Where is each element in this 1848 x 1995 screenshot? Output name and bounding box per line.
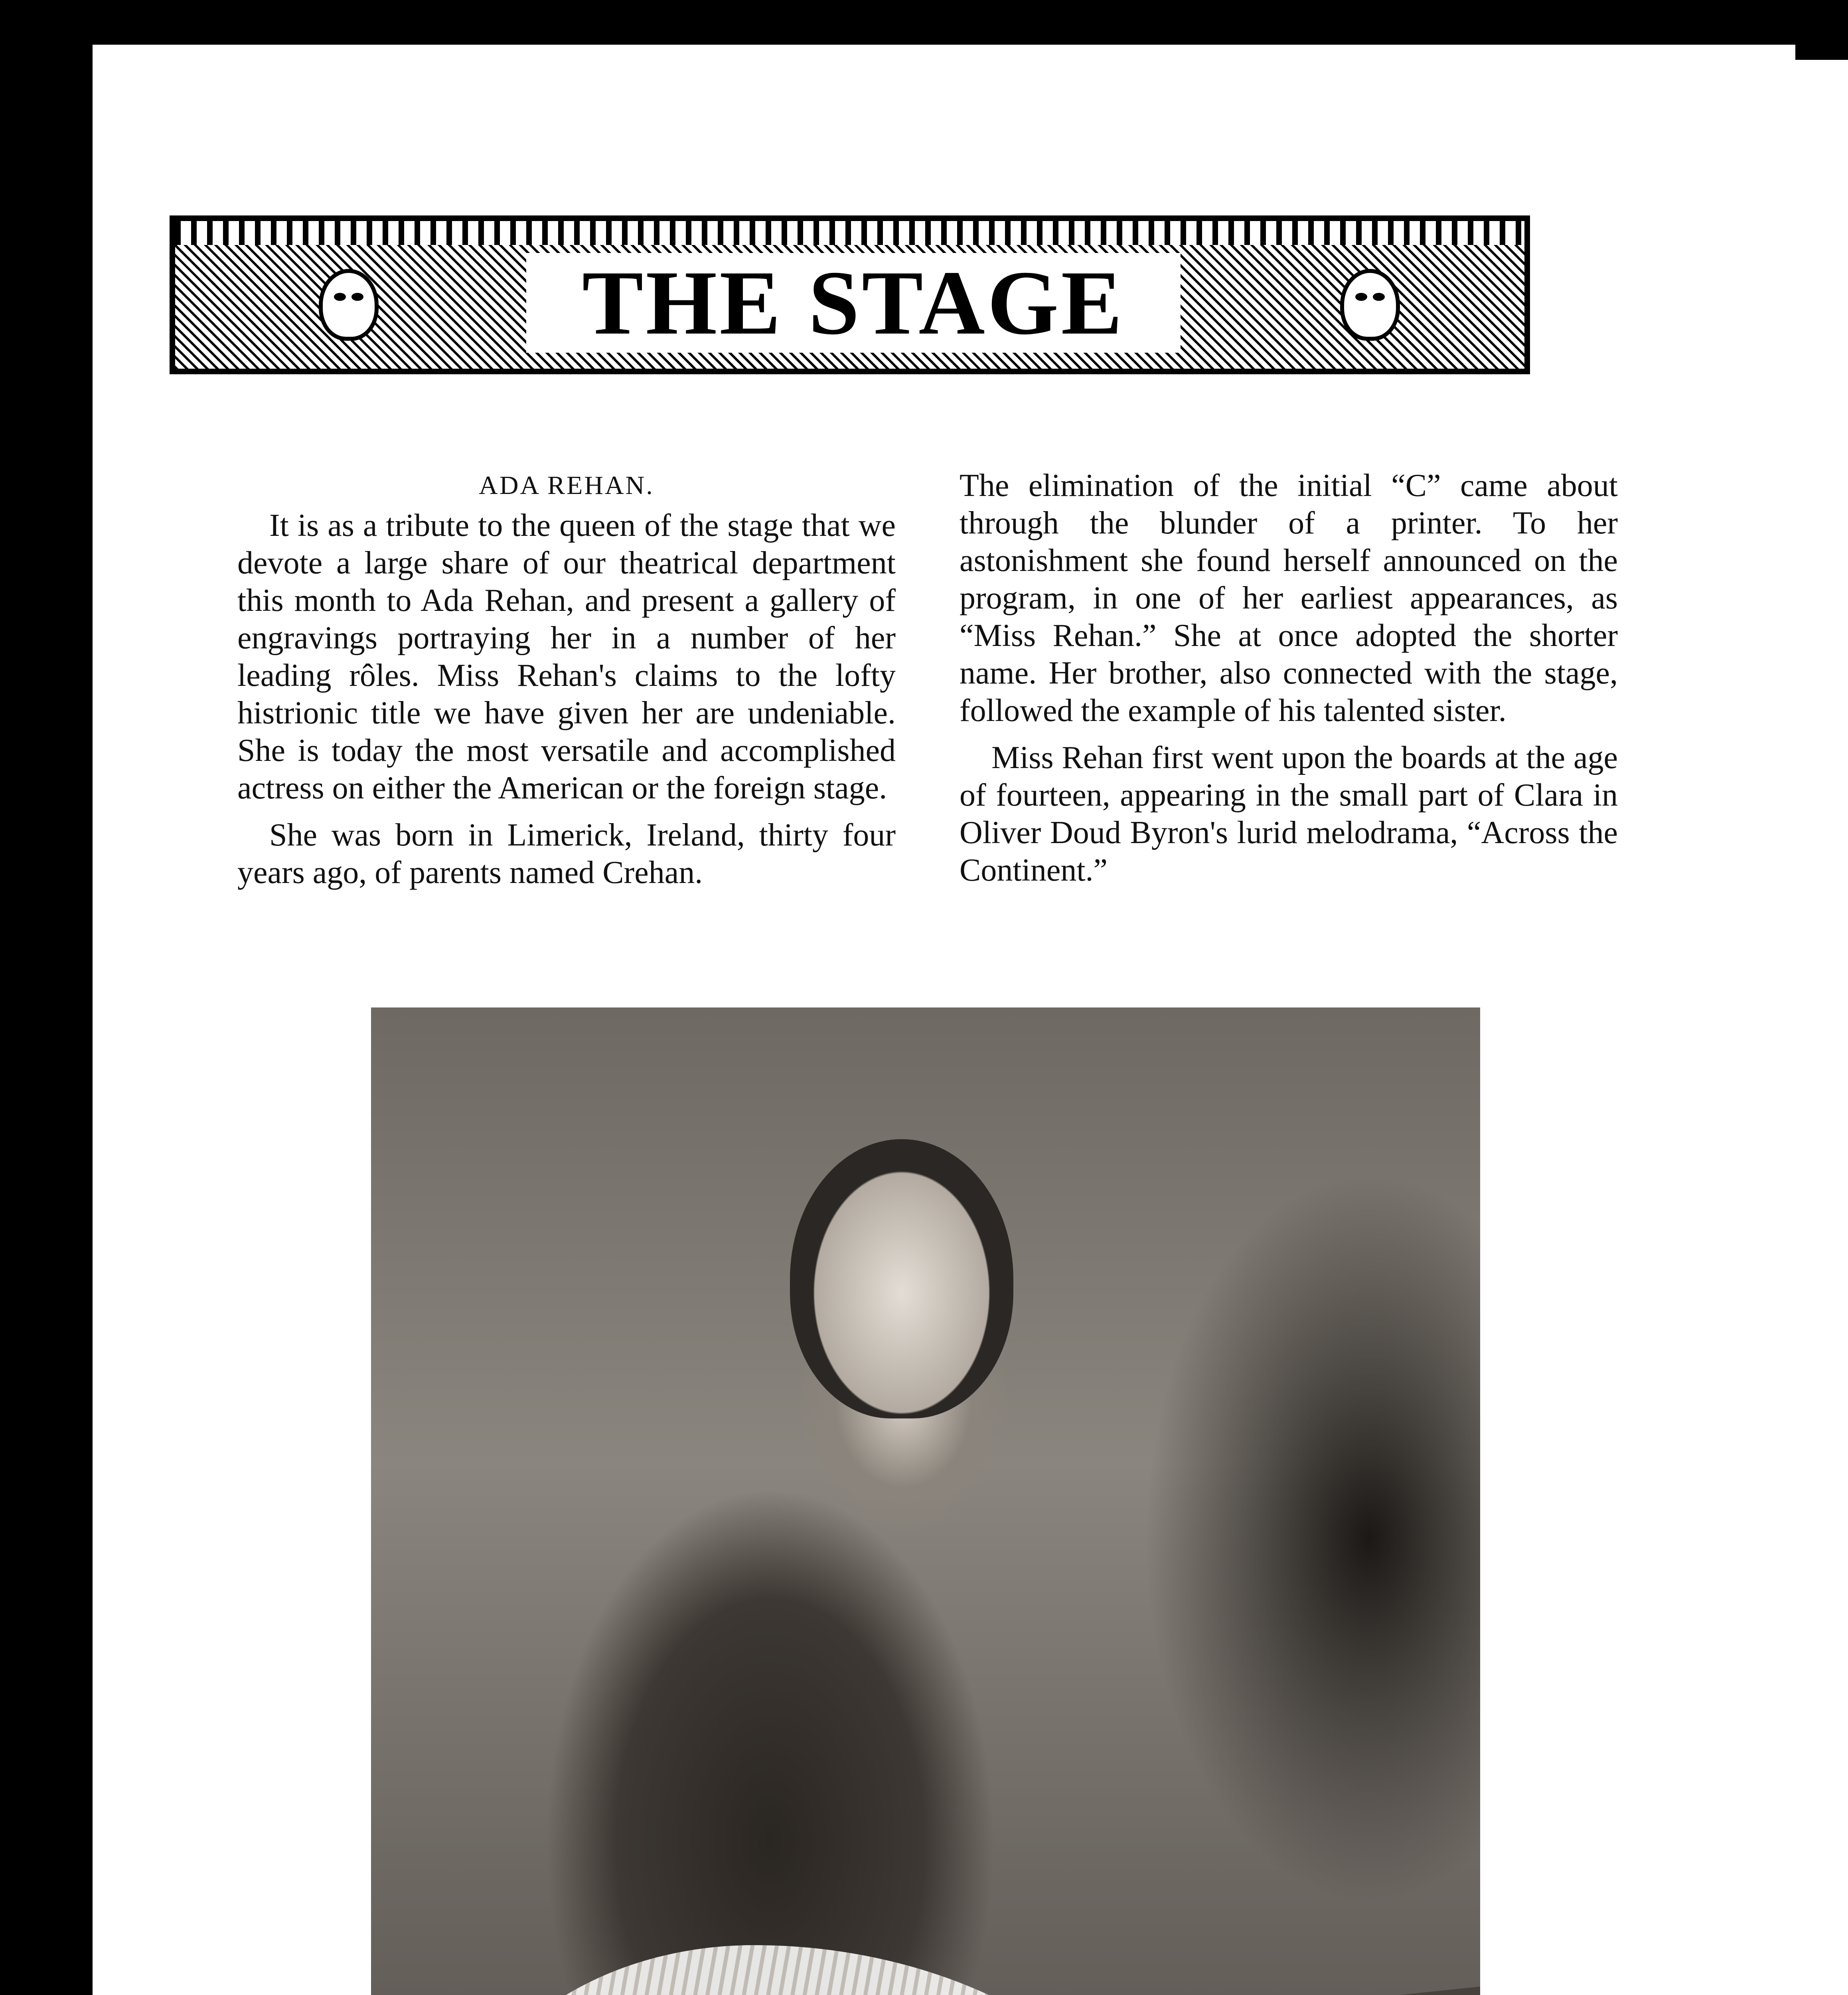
banner-title-panel <box>526 253 1181 353</box>
article-column-right <box>960 467 1618 899</box>
portrait-table <box>977 1987 1480 1995</box>
article-paragraph: The elimination of the initial “C” came about through the blunder of a printer. To her astonishment she found herself announced on the program, in one of her earliest appearances, as “Miss Rehan.” She at once adopted the shorter name. Her brother, also connected with the stage, followed the example of his talented sister. <box>960 468 1618 728</box>
banner-ornament <box>175 221 1524 245</box>
article-column-left <box>237 467 896 901</box>
portrait-photo <box>371 1007 1480 1995</box>
article-paragraph: Miss Rehan first went upon the boards at the age of fourteen, appearing in the small part of Clara in Oliver Doud Byron's lurid melodrama, “Across the Continent.” <box>960 740 1618 888</box>
section-title: THE STAGE <box>582 252 1125 354</box>
tragedy-mask-icon <box>1340 269 1400 341</box>
header-banner <box>170 215 1530 374</box>
portrait-skirt <box>451 1945 1209 1995</box>
portrait-head <box>790 1139 1013 1418</box>
article-heading: ADA REHAN. <box>479 471 654 500</box>
comedy-mask-icon <box>319 269 379 341</box>
article-paragraph: It is as a tribute to the queen of the stage that we devote a large share of our theatrical department this month to Ada Rehan, and present a gallery of engravings portraying her in a number of her leading rôles. Miss Rehan's claims to the lofty histrionic title we have given her are undeniable. She is today the most versatile and accomplished actress on either the American or the foreign stage. <box>237 508 896 806</box>
article-paragraph: She was born in Limerick, Ireland, thirty four years ago, of parents named Crehan. <box>237 818 896 890</box>
